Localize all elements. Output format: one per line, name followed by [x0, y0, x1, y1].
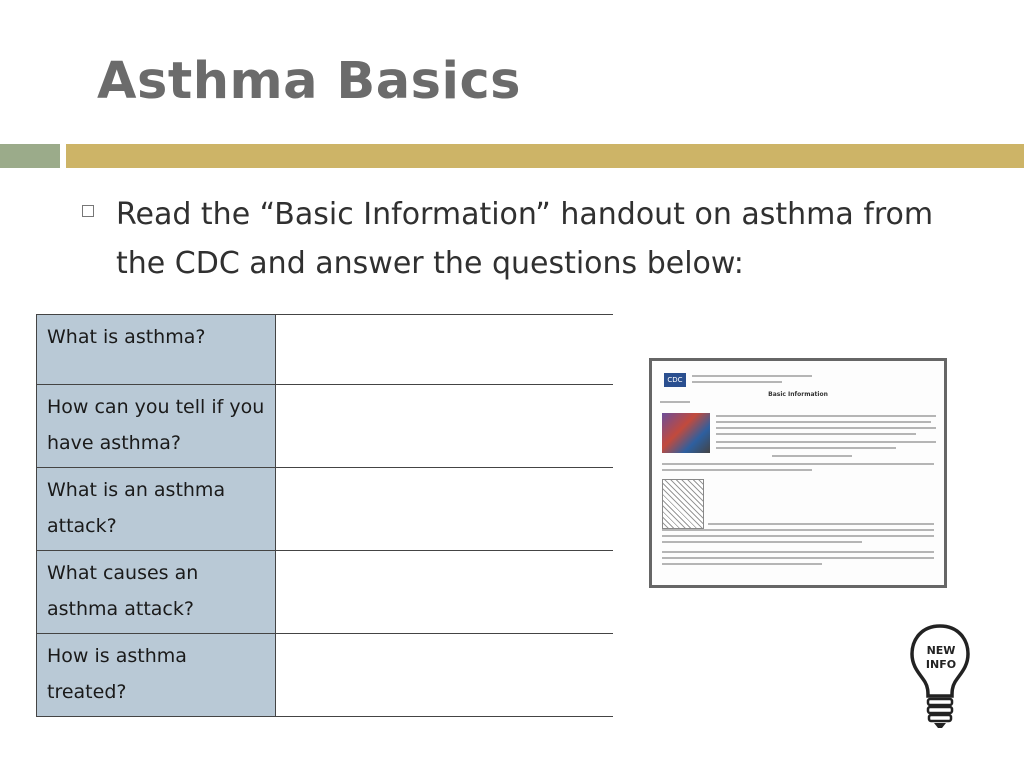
handout-text-line	[662, 557, 934, 559]
handout-illustration	[662, 479, 704, 529]
table-row	[37, 385, 614, 468]
handout-text-line	[662, 463, 934, 465]
handout-text-line	[662, 529, 934, 531]
handout-text-line	[716, 447, 896, 449]
bullet-text: Read the “Basic Information” handout on asthma from the CDC and answer the questions below:	[116, 197, 934, 281]
handout-text-line	[772, 455, 852, 457]
answer-cell[interactable]	[276, 468, 614, 551]
handout-text-line	[660, 401, 690, 403]
slide-title: Asthma Basics	[97, 52, 522, 111]
table-row	[37, 551, 614, 634]
answer-cell[interactable]	[276, 385, 614, 468]
accent-bar-left	[0, 144, 60, 168]
table-row	[37, 468, 614, 551]
cdc-handout-thumbnail	[649, 358, 947, 588]
answer-cell[interactable]	[276, 634, 614, 717]
handout-text-line	[716, 421, 931, 423]
badge-line-2: INFO	[925, 658, 957, 671]
answer-cell[interactable]	[276, 551, 614, 634]
handout-text-line	[662, 563, 822, 565]
handout-title: Basic Information	[768, 391, 828, 398]
handout-text-line	[716, 433, 916, 435]
handout-text-line	[692, 381, 782, 383]
new-info-lightbulb-icon	[908, 620, 972, 732]
badge-line-1: NEW	[926, 644, 956, 657]
handout-text-line	[692, 375, 812, 377]
handout-text-line	[716, 441, 936, 443]
accent-bar-right	[66, 144, 1024, 168]
handout-text-line	[662, 541, 862, 543]
cdc-logo: CDC	[664, 373, 686, 387]
question-cell: What causes an asthma attack?	[37, 551, 276, 634]
question-cell: How can you tell if you have asthma?	[37, 385, 276, 468]
handout-text-line	[662, 535, 934, 537]
handout-text-line	[708, 523, 934, 525]
question-cell: What is asthma?	[37, 315, 276, 385]
table-row	[37, 634, 614, 717]
handout-text-line	[662, 469, 812, 471]
bullet-square-icon	[82, 205, 94, 217]
question-cell: What is an asthma attack?	[37, 468, 276, 551]
handout-text-line	[662, 551, 934, 553]
question-table	[36, 314, 613, 717]
question-cell: How is asthma treated?	[37, 634, 276, 717]
handout-text-line	[716, 415, 936, 417]
answer-cell[interactable]	[276, 315, 614, 385]
table-row	[37, 315, 614, 385]
handout-text-line	[716, 427, 936, 429]
handout-photo	[662, 413, 710, 453]
